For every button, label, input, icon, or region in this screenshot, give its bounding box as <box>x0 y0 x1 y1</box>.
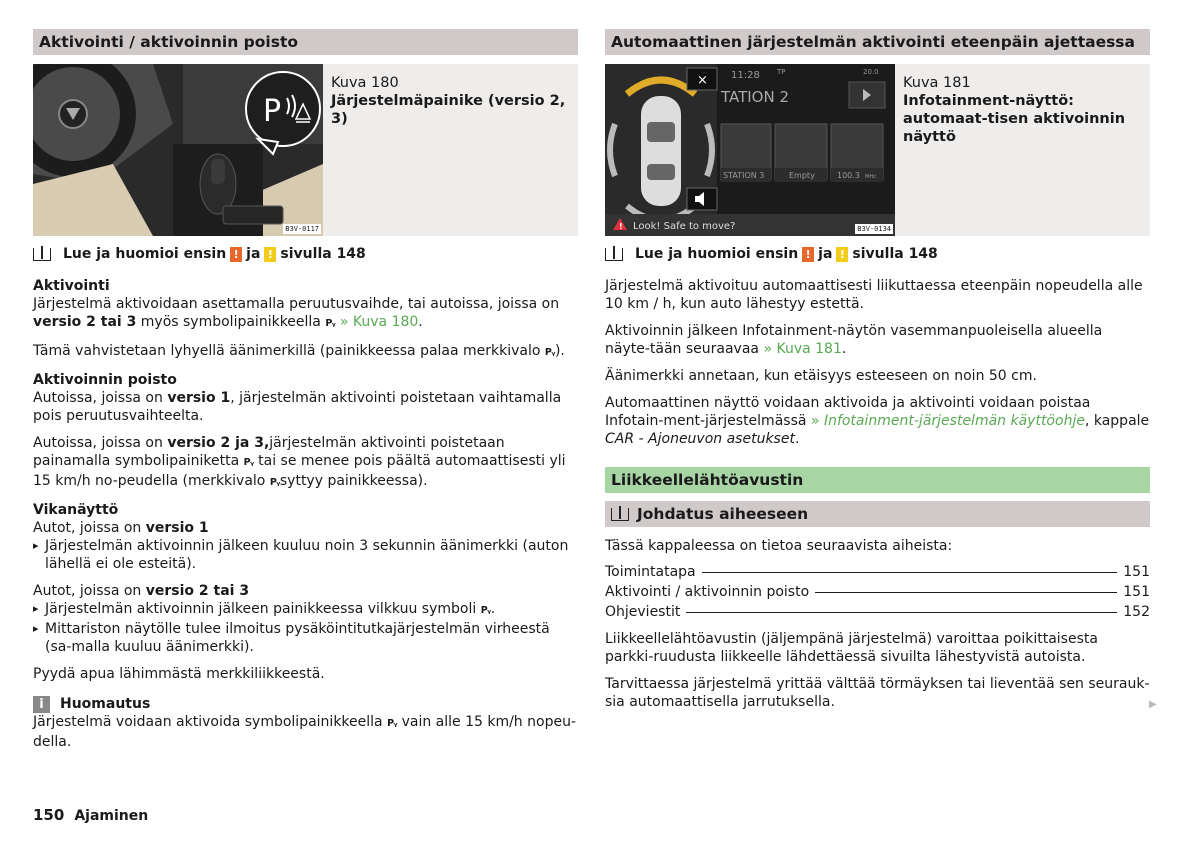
toc-entry[interactable]: Toimintatapa 151 <box>605 564 1150 580</box>
left-column <box>33 29 578 751</box>
help-paragraph: Pyydä apua lähimmästä merkkiliikkeestä. <box>33 666 325 682</box>
list-item: ▸ Järjestelmän aktivoinnin jälkeen kuuluu noin 3 sekunnin äänimerkki (auton lähellä ei ole esteitä). <box>33 537 578 573</box>
svg-text:STATION 3: STATION 3 <box>723 171 765 180</box>
list-item: ▸ Mittariston näytölle tulee ilmoitus pysäköintitutkajärjestelmän virheestä (sa-malla kuuluu äänimerkki). <box>33 620 578 656</box>
auto-paragraph-4: Automaattinen näyttö voidaan aktivoida ja aktivointi voidaan poistaa Infotain-ment-järjestelmässä » Infotainment-järjestelmän käyttöohje, kappale CAR - Ajoneuvon asetukset. <box>605 395 1150 447</box>
read-first-note: Lue ja huomioi ensin ! ja ! sivulla 148 <box>605 245 1150 263</box>
figure-180 <box>33 64 578 236</box>
toc-entry[interactable]: Ohjeviestit 152 <box>605 604 1150 620</box>
subheading-fault: Vikanäyttö <box>33 502 119 518</box>
parking-button-symbol: P <box>263 94 282 129</box>
intro-paragraph: Tässä kappaleessa on tietoa seuraavista aiheista: <box>605 538 953 554</box>
figure-tag: B3V-0134 <box>857 225 891 233</box>
confirmation-paragraph: Tämä vahvistetaan lyhyellä äänimerkillä (painikkeessa palaa merkkivalo Pᵧ). <box>33 343 565 359</box>
read-first-note: Lue ja huomioi ensin ! ja ! sivulla 148 <box>33 245 578 263</box>
figure-tag: B3V-0117 <box>285 225 319 233</box>
book-icon <box>33 248 51 261</box>
continue-arrow-icon: ▶ <box>1149 699 1157 710</box>
auto-paragraph-3: Äänimerkki annetaan, kun etäisyys esteeseen on noin 50 cm. <box>605 368 1037 384</box>
deactivation-paragraph-2: Autoissa, joissa on versio 2 ja 3,järjestelmän aktivointi poistetaan painamalla symbolipainiketta Pᵧ tai se menee pois päältä automaattisesti yli 15 km/h no-peudella (merkkivalo Pᵧsyttyy painikkeessa). <box>33 435 566 489</box>
note-text: Järjestelmä voidaan aktivoida symbolipainikkeella Pᵧ vain alle 15 km/h nopeu-della. <box>33 714 576 750</box>
subheading-deactivation: Aktivoinnin poisto <box>33 372 177 388</box>
figure-181 <box>605 64 1150 236</box>
figure-181-image <box>605 64 895 236</box>
warning-icon: ! <box>230 247 242 262</box>
caution-icon: ! <box>264 247 276 262</box>
toc-list <box>605 563 1150 621</box>
figure-number: Kuva 180 <box>331 75 399 91</box>
figure-caption <box>895 64 1150 236</box>
start-assist-paragraph-1: Liikkeellelähtöavustin (jäljempänä järjestelmä) varoittaa poikittaisesta parkki-ruudusta liikkeelle lähdettäessä sivuilta lähestyvistä autoista. <box>605 631 1098 665</box>
section-heading-activation: Aktivointi / aktivoinnin poisto <box>33 29 578 55</box>
subheading-activation: Aktivointi <box>33 278 110 294</box>
figure-number: Kuva 181 <box>903 75 971 91</box>
section-heading-start-assist: Liikkeellelähtöavustin <box>605 467 1150 493</box>
section-heading-automatic: Automaattinen järjestelmän aktivointi eteenpäin ajettaessa <box>605 29 1150 55</box>
dashboard-photo <box>33 64 323 236</box>
list-item: ▸ Järjestelmän aktivoinnin jälkeen painikkeessa vilkkuu symboli Pᵧ. <box>33 600 578 620</box>
svg-text:TP: TP <box>777 68 786 76</box>
figure-link[interactable]: » Kuva 181 <box>763 341 842 357</box>
deactivation-paragraph-1: Autoissa, joissa on versio 1, järjestelmän aktivointi poistetaan vaihtamalla pois peruutusvaihteelta. <box>33 390 562 424</box>
manual-link[interactable]: » Infotainment-järjestelmän käyttöohje <box>810 413 1085 429</box>
parking-symbol-icon: Pᵧ <box>325 318 336 329</box>
parking-symbol-icon: Pᵧ <box>243 457 254 468</box>
activation-paragraph: Järjestelmä aktivoidaan asettamalla peruutusvaihde, tai autoissa, joissa on versio 2 tai 3 myös symbolipainikkeella Pᵧ » Kuva 180. <box>33 296 560 330</box>
figure-title: Järjestelmäpainike (versio 2, 3) <box>331 93 566 127</box>
right-column <box>605 29 1150 711</box>
toc-entry[interactable]: Aktivointi / aktivoinnin poisto 151 <box>605 584 1150 600</box>
page-footer <box>33 806 148 825</box>
book-icon <box>611 508 629 521</box>
warning-icon: ! <box>802 247 814 262</box>
start-assist-paragraph-2: Tarvittaessa järjestelmä yrittää välttää törmäyksen tai lieventää sen seurauk-sia automaattisella jarrutuksella. <box>605 676 1150 710</box>
screen-warning-text: Look! Safe to move? <box>633 221 736 232</box>
book-icon <box>605 248 623 261</box>
svg-text:!: ! <box>619 222 623 231</box>
note-header: i Huomautus <box>33 695 578 713</box>
deactivation-block <box>33 371 578 492</box>
parking-symbol-icon: Pᵧ <box>387 718 398 729</box>
fault-block <box>33 501 578 683</box>
version1-line: Autot, joissa on versio 1 <box>33 520 209 536</box>
activation-block <box>33 277 578 362</box>
svg-text:20.0: 20.0 <box>863 68 879 76</box>
svg-text:100.3: 100.3 <box>837 171 860 180</box>
svg-text:MHz: MHz <box>865 174 876 180</box>
infotainment-screen <box>605 64 895 236</box>
info-icon: i <box>33 696 50 713</box>
parking-symbol-icon: Pᵧ <box>544 347 555 358</box>
close-icon[interactable]: × <box>697 73 708 88</box>
parking-symbol-icon: Pᵧ <box>480 605 491 616</box>
svg-text:Empty: Empty <box>789 171 815 180</box>
svg-text:11:28: 11:28 <box>731 70 760 81</box>
page-number: 150 <box>33 806 65 824</box>
footer-section: Ajaminen <box>74 808 149 824</box>
version23-line: Autot, joissa on versio 2 tai 3 <box>33 583 250 599</box>
auto-paragraph-2: Aktivoinnin jälkeen Infotainment-näytön vasemmanpuoleisella alueella näyte-tään seuraavaa » Kuva 181. <box>605 323 1103 357</box>
parking-symbol-icon: Pᵧ <box>269 477 280 488</box>
figure-link[interactable]: » Kuva 180 <box>339 314 419 330</box>
figure-title: Infotainment-näyttö: automaat-tisen aktivoinnin näyttö <box>903 93 1126 145</box>
caution-icon: ! <box>836 247 848 262</box>
figure-caption <box>323 64 578 236</box>
svg-text:TATION 2: TATION 2 <box>721 88 790 106</box>
figure-180-image <box>33 64 323 236</box>
subsection-heading-intro: Johdatus aiheeseen <box>605 501 1150 527</box>
auto-paragraph-1: Järjestelmä aktivoituu automaattisesti liikuttaessa eteenpäin nopeudella alle 10 km / h, kun auto lähestyy estettä. <box>605 278 1143 312</box>
